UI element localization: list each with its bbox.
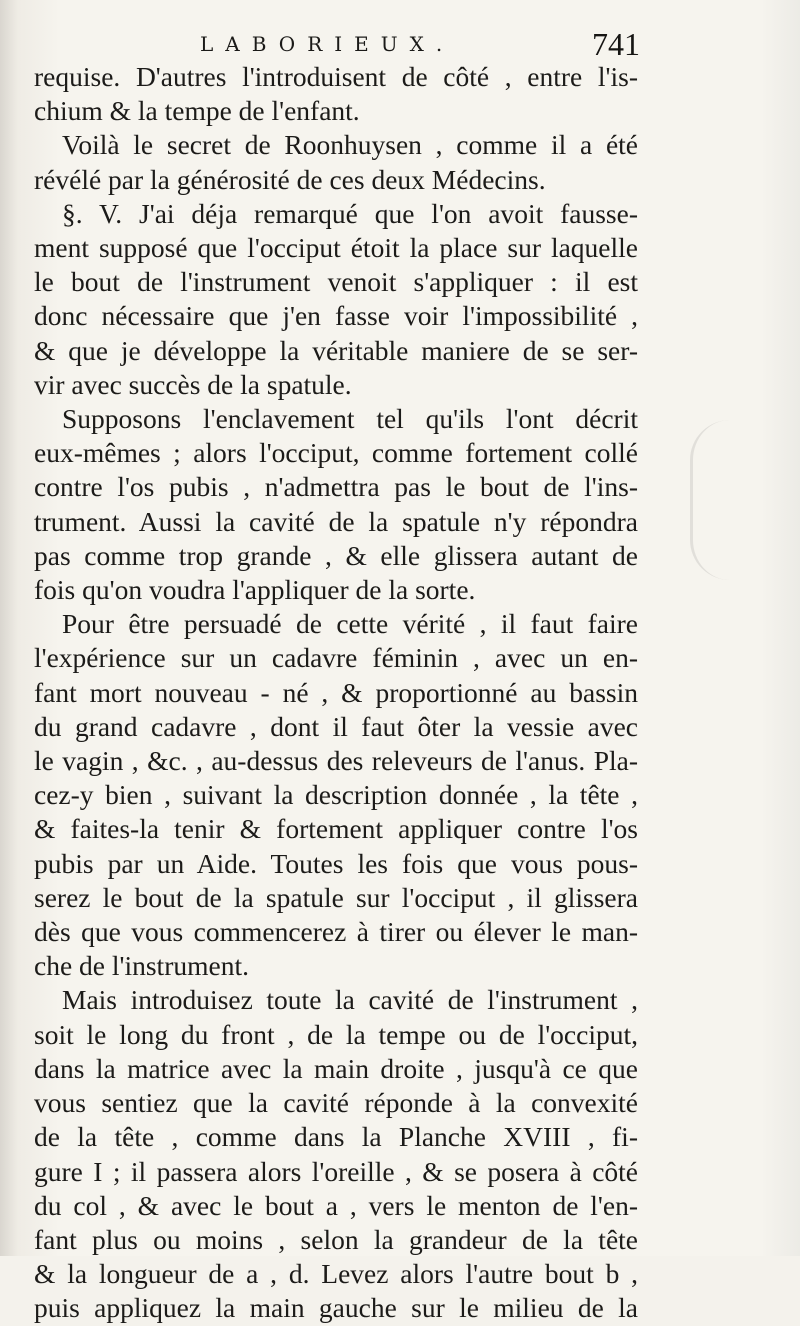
text-line: & la longueur de a , d. Levez alors l'autre bout b , bbox=[34, 1258, 638, 1290]
text-line: soit le long du front , de la tempe ou de l'occiput, bbox=[34, 1018, 638, 1050]
paragraph bbox=[34, 197, 638, 402]
text-line: pubis par un Aide. Toutes les fois que vous pous- bbox=[34, 847, 638, 879]
text-line: gure I ; il passera alors l'oreille , & se posera à côté bbox=[34, 1155, 638, 1187]
text-line: contre l'os pubis , n'admettra pas le bout de l'ins- bbox=[34, 471, 638, 503]
text-line: serez le bout de la spatule sur l'occiput , il glissera bbox=[34, 881, 638, 913]
body-text bbox=[34, 60, 638, 1326]
text-line: de la tête , comme dans la Planche XVIII , fi- bbox=[34, 1121, 638, 1153]
text-line: Mais introduisez toute la cavité de l'instrument , bbox=[62, 984, 638, 1016]
text-line: che de l'instrument. bbox=[34, 950, 249, 982]
paragraph bbox=[34, 60, 638, 128]
text-line: eux-mêmes ; alors l'occiput, comme fortement collé bbox=[34, 437, 638, 469]
text-line: Pour être persuadé de cette vérité , il faut faire bbox=[62, 608, 638, 640]
text-line: & que je développe la véritable maniere de se ser- bbox=[34, 334, 638, 366]
paragraph bbox=[34, 607, 638, 983]
text-line: vous sentiez que la cavité réponde à la convexité bbox=[34, 1087, 638, 1119]
text-line: le vagin , &c. , au-dessus des releveurs de l'anus. Pla- bbox=[34, 745, 638, 777]
text-line: pas comme trop grande , & elle glissera autant de bbox=[34, 539, 638, 571]
text-line: chium & la tempe de l'enfant. bbox=[34, 95, 360, 127]
running-head: LABORIEUX. bbox=[200, 32, 455, 56]
text-line: dès que vous commencerez à tirer ou élever le man- bbox=[34, 916, 638, 948]
text-line: révélé par la générosité de ces deux Médecins. bbox=[34, 163, 546, 195]
page-number: 741 bbox=[592, 26, 640, 62]
text-line: §. V. J'ai déja remarqué que l'on avoit fausse- bbox=[62, 197, 638, 229]
text-line: requise. D'autres l'introduisent de côté , entre l'is- bbox=[34, 61, 638, 92]
paragraph bbox=[34, 402, 638, 607]
text-line: puis appliquez la main gauche sur le milieu de la bbox=[34, 1292, 638, 1324]
text-line: dans la matrice avec la main droite , jusqu'à ce que bbox=[34, 1052, 638, 1084]
text-line: Supposons l'enclavement tel qu'ils l'ont décrit bbox=[62, 403, 638, 435]
text-line: donc nécessaire que j'en fasse voir l'impossibilité , bbox=[34, 300, 638, 332]
text-line: fant mort nouveau - né , & proportionné au bassin bbox=[34, 676, 638, 708]
text-line: fant plus ou moins , selon la grandeur de la tête bbox=[34, 1223, 638, 1255]
text-line: & faites-la tenir & fortement appliquer contre l'os bbox=[34, 813, 638, 845]
text-line: vir avec succès de la spatule. bbox=[34, 368, 352, 400]
paragraph bbox=[34, 128, 638, 196]
text-line: cez-y bien , suivant la description donnée , la tête , bbox=[34, 779, 638, 811]
text-line: le bout de l'instrument venoit s'appliquer : il est bbox=[34, 266, 638, 298]
text-line: l'expérience sur un cadavre féminin , avec un en- bbox=[34, 642, 638, 674]
text-line: du col , & avec le bout a , vers le menton de l'en- bbox=[34, 1189, 638, 1221]
text-line: fois qu'on voudra l'appliquer de la sorte. bbox=[34, 574, 476, 606]
paragraph bbox=[34, 983, 638, 1325]
text-line: trument. Aussi la cavité de la spatule n'y répondra bbox=[34, 505, 638, 537]
text-line: Voilà le secret de Roonhuysen , comme il a été bbox=[62, 129, 638, 161]
text-line: du grand cadavre , dont il faut ôter la vessie avec bbox=[34, 710, 638, 742]
show-through-ink bbox=[690, 420, 783, 580]
text-line: ment supposé que l'occiput étoit la place sur laquelle bbox=[34, 232, 638, 264]
